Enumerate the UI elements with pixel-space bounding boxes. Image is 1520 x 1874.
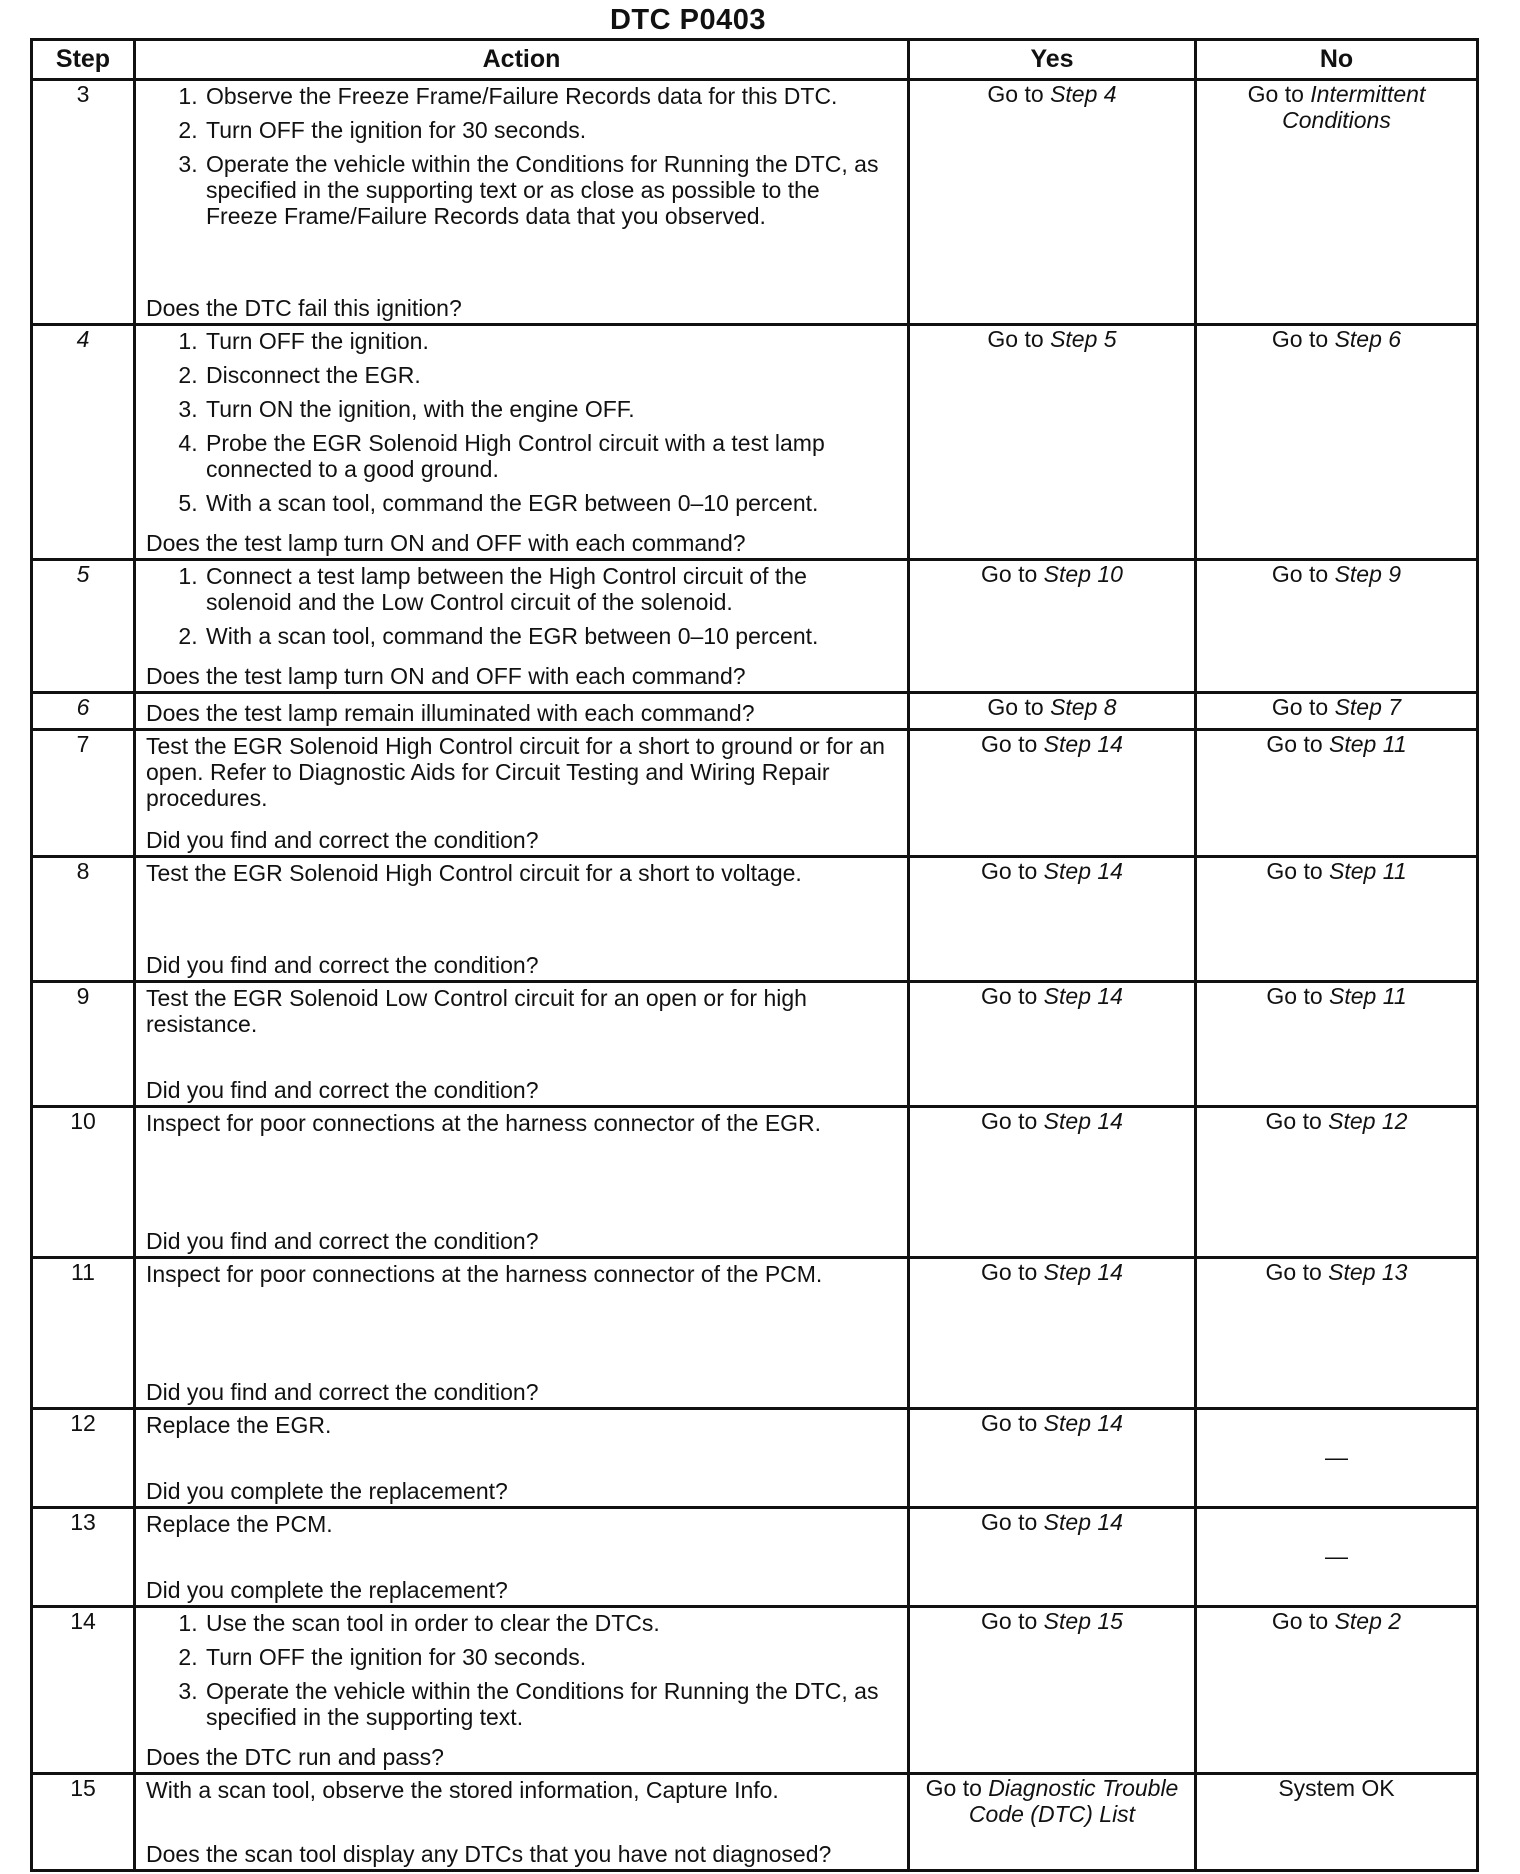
table-header-row xyxy=(32,40,1478,80)
yes-result xyxy=(909,1107,1196,1258)
no-result-reference: Step 11 xyxy=(1329,983,1407,1009)
yes-result xyxy=(909,80,1196,325)
step-number: 6 xyxy=(32,693,135,730)
action-text: Test the EGR Solenoid High Control circuit for a short to voltage. xyxy=(146,860,802,886)
table-row xyxy=(32,325,1478,560)
action-step-item: 3. Operate the vehicle within the Conditions for Running the DTC, as specified in the supporting text or as close as possible to the Freeze Frame/Failure Records data that you observed. xyxy=(204,151,897,229)
yes-result xyxy=(909,1607,1196,1774)
action-question: Does the DTC fail this ignition? xyxy=(146,295,462,321)
step-number: 8 xyxy=(32,857,135,982)
action-step-item: 2. Turn OFF the ignition for 30 seconds. xyxy=(204,1644,897,1670)
yes-result-prefix: Go to xyxy=(981,1509,1044,1535)
step-number: 3 xyxy=(32,80,135,325)
yes-result-prefix: Go to xyxy=(981,983,1044,1009)
action-step-item: 1. Observe the Freeze Frame/Failure Records data for this DTC. xyxy=(204,83,897,109)
action-cell xyxy=(135,80,909,325)
table-row xyxy=(32,1774,1478,1871)
table-row xyxy=(32,1258,1478,1409)
yes-result-prefix: Go to xyxy=(981,858,1044,884)
no-result-prefix: — xyxy=(1325,1543,1348,1569)
no-result-prefix: Go to xyxy=(1266,983,1330,1009)
action-question: Did you find and correct the condition? xyxy=(146,827,539,853)
document-title: DTC P0403 xyxy=(609,4,766,36)
yes-result-reference: Step 8 xyxy=(1050,694,1117,720)
no-result-reference: Intermittent Conditions xyxy=(1282,81,1426,133)
action-text: With a scan tool, observe the stored information, Capture Info. xyxy=(146,1777,779,1803)
action-question: Does the test lamp turn ON and OFF with each command? xyxy=(146,663,746,689)
yes-result-reference: Step 14 xyxy=(1043,1259,1123,1285)
table-row xyxy=(32,730,1478,857)
no-result xyxy=(1196,1508,1478,1607)
yes-result xyxy=(909,693,1196,730)
step-number: 14 xyxy=(32,1607,135,1774)
yes-result-reference: Step 14 xyxy=(1043,1509,1123,1535)
no-result-reference: Step 7 xyxy=(1334,694,1402,720)
action-question: Did you find and correct the condition? xyxy=(146,1077,539,1103)
action-steps-list xyxy=(146,563,897,649)
yes-result-prefix: Go to xyxy=(981,1259,1044,1285)
yes-result xyxy=(909,857,1196,982)
action-step-item: 2. Disconnect the EGR. xyxy=(204,362,897,388)
action-cell xyxy=(135,1258,909,1409)
step-number: 4 xyxy=(32,325,135,560)
action-text: Test the EGR Solenoid Low Control circuit for an open or for high resistance. xyxy=(146,985,807,1037)
yes-result-prefix: Go to xyxy=(987,326,1051,352)
no-result xyxy=(1196,730,1478,857)
header-no: No xyxy=(1196,40,1478,80)
action-cell xyxy=(135,730,909,857)
action-step-item: 1. Turn OFF the ignition. xyxy=(204,328,897,354)
action-cell xyxy=(135,982,909,1107)
action-text: Replace the PCM. xyxy=(146,1511,333,1537)
yes-result-reference: Diagnostic Trouble Code (DTC) List xyxy=(968,1775,1179,1827)
no-result-reference: Step 11 xyxy=(1329,858,1407,884)
table-row xyxy=(32,1508,1478,1607)
no-result-prefix: Go to xyxy=(1265,1259,1329,1285)
action-steps-list xyxy=(146,1610,897,1730)
no-result-prefix: — xyxy=(1325,1444,1348,1470)
action-question: Did you complete the replacement? xyxy=(146,1577,508,1603)
yes-result-reference: Step 14 xyxy=(1043,731,1123,757)
diagnostic-table xyxy=(30,38,1479,1872)
yes-result xyxy=(909,982,1196,1107)
step-number: 12 xyxy=(32,1409,135,1508)
table-row xyxy=(32,693,1478,730)
yes-result xyxy=(909,1774,1196,1871)
no-result xyxy=(1196,325,1478,560)
action-question: Did you find and correct the condition? xyxy=(146,952,539,978)
step-number: 7 xyxy=(32,730,135,857)
yes-result-reference: Step 4 xyxy=(1050,81,1117,107)
yes-result-reference: Step 14 xyxy=(1043,858,1123,884)
step-number: 5 xyxy=(32,560,135,693)
table-row xyxy=(32,1607,1478,1774)
yes-result-prefix: Go to xyxy=(981,1410,1044,1436)
no-result-prefix: Go to xyxy=(1266,731,1330,757)
action-text: Inspect for poor connections at the harness connector of the EGR. xyxy=(146,1110,822,1136)
action-text: Replace the EGR. xyxy=(146,1412,332,1438)
action-question: Did you find and correct the condition? xyxy=(146,1379,539,1405)
action-cell xyxy=(135,1409,909,1508)
no-result xyxy=(1196,560,1478,693)
table-row xyxy=(32,982,1478,1107)
no-result xyxy=(1196,982,1478,1107)
yes-result-reference: Step 14 xyxy=(1043,1410,1123,1436)
no-result xyxy=(1196,857,1478,982)
action-text: Test the EGR Solenoid High Control circuit for a short to ground or for an open. Refer to Diagnostic Aids for Circuit Testing and Wiring Repair procedures. xyxy=(146,733,885,811)
action-question: Does the test lamp remain illuminated with each command? xyxy=(146,700,755,726)
yes-result-reference: Step 10 xyxy=(1043,561,1123,587)
action-cell xyxy=(135,560,909,693)
no-result xyxy=(1196,80,1478,325)
no-result-prefix: Go to xyxy=(1266,858,1330,884)
action-cell xyxy=(135,1607,909,1774)
no-result xyxy=(1196,1774,1478,1871)
action-step-item: 1. Use the scan tool in order to clear the DTCs. xyxy=(204,1610,897,1636)
step-number: 10 xyxy=(32,1107,135,1258)
no-result-prefix: Go to xyxy=(1271,561,1335,587)
yes-result xyxy=(909,325,1196,560)
action-step-item: 2. With a scan tool, command the EGR between 0–10 percent. xyxy=(204,623,897,649)
action-cell xyxy=(135,693,909,730)
yes-result xyxy=(909,730,1196,857)
yes-result xyxy=(909,1409,1196,1508)
action-cell xyxy=(135,325,909,560)
no-result-prefix: Go to xyxy=(1271,326,1335,352)
action-question: Did you complete the replacement? xyxy=(146,1478,508,1504)
action-step-item: 3. Turn ON the ignition, with the engine OFF. xyxy=(204,396,897,422)
action-steps-list xyxy=(146,328,897,516)
yes-result-prefix: Go to xyxy=(987,694,1051,720)
action-question: Does the scan tool display any DTCs that you have not diagnosed? xyxy=(146,1841,832,1867)
yes-result-reference: Step 14 xyxy=(1043,1108,1123,1134)
action-step-item: 4. Probe the EGR Solenoid High Control circuit with a test lamp connected to a good ground. xyxy=(204,430,897,482)
action-text: Inspect for poor connections at the harness connector of the PCM. xyxy=(146,1261,823,1287)
no-result-prefix: System OK xyxy=(1278,1775,1395,1801)
no-result-reference: Step 6 xyxy=(1334,326,1402,352)
header-step: Step xyxy=(32,40,135,80)
table-row xyxy=(32,857,1478,982)
yes-result-prefix: Go to xyxy=(987,81,1051,107)
no-result-prefix: Go to xyxy=(1247,81,1311,107)
no-result xyxy=(1196,1107,1478,1258)
yes-result-prefix: Go to xyxy=(981,1608,1044,1634)
yes-result-prefix: Go to xyxy=(981,561,1044,587)
header-action: Action xyxy=(135,40,909,80)
yes-result xyxy=(909,1258,1196,1409)
action-step-item: 5. With a scan tool, command the EGR between 0–10 percent. xyxy=(204,490,897,516)
no-result-reference: Step 12 xyxy=(1328,1108,1408,1134)
action-steps-list xyxy=(146,83,897,229)
action-cell xyxy=(135,1508,909,1607)
action-question: Does the DTC run and pass? xyxy=(146,1744,444,1770)
no-result-reference: Step 2 xyxy=(1334,1608,1402,1634)
action-step-item: 3. Operate the vehicle within the Conditions for Running the DTC, as specified in the supporting text. xyxy=(204,1678,897,1730)
step-number: 11 xyxy=(32,1258,135,1409)
no-result-reference: Step 13 xyxy=(1328,1259,1408,1285)
yes-result-reference: Step 14 xyxy=(1043,983,1123,1009)
step-number: 9 xyxy=(32,982,135,1107)
yes-result-reference: Step 5 xyxy=(1050,326,1117,352)
no-result-reference: Step 9 xyxy=(1334,561,1402,587)
table-row xyxy=(32,560,1478,693)
action-question: Does the test lamp turn ON and OFF with each command? xyxy=(146,530,746,556)
yes-result xyxy=(909,560,1196,693)
action-question: Did you find and correct the condition? xyxy=(146,1228,539,1254)
no-result xyxy=(1196,1409,1478,1508)
action-cell xyxy=(135,857,909,982)
no-result xyxy=(1196,693,1478,730)
action-cell xyxy=(135,1107,909,1258)
no-result-prefix: Go to xyxy=(1265,1108,1329,1134)
action-step-item: 2. Turn OFF the ignition for 30 seconds. xyxy=(204,117,897,143)
yes-result-prefix: Go to xyxy=(925,1775,989,1801)
header-yes: Yes xyxy=(909,40,1196,80)
action-cell xyxy=(135,1774,909,1871)
step-number: 15 xyxy=(32,1774,135,1871)
table-row xyxy=(32,1107,1478,1258)
yes-result-prefix: Go to xyxy=(981,731,1044,757)
no-result-reference: Step 11 xyxy=(1329,731,1407,757)
no-result xyxy=(1196,1607,1478,1774)
no-result xyxy=(1196,1258,1478,1409)
no-result-prefix: Go to xyxy=(1271,1608,1335,1634)
yes-result-reference: Step 15 xyxy=(1043,1608,1123,1634)
action-step-item: 1. Connect a test lamp between the High Control circuit of the solenoid and the Low Control circuit of the solenoid. xyxy=(204,563,897,615)
yes-result-prefix: Go to xyxy=(981,1108,1044,1134)
table-row xyxy=(32,80,1478,325)
table-row xyxy=(32,1409,1478,1508)
no-result-prefix: Go to xyxy=(1271,694,1335,720)
table-body xyxy=(32,80,1478,1871)
step-number: 13 xyxy=(32,1508,135,1607)
yes-result xyxy=(909,1508,1196,1607)
